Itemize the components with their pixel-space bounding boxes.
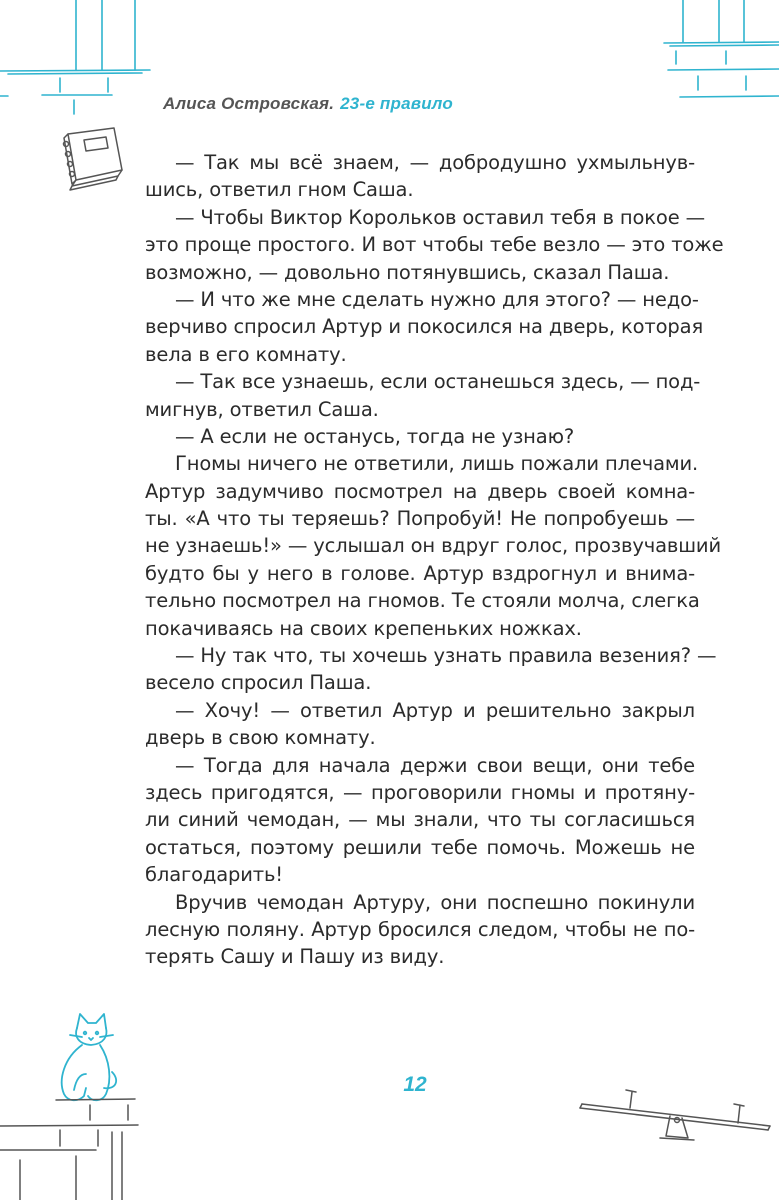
text-line: ты. «А что ты теряешь? Попробуй! Не попробуешь —: [145, 507, 695, 531]
text-line: — А если не останусь, тогда не узнаю?: [175, 424, 575, 448]
text-line: мигнув, ответил Саша.: [145, 397, 379, 421]
brick-frame-right: [640, 0, 779, 120]
text-line: терять Сашу и Пашу из виду.: [145, 945, 445, 969]
text-line: — Тогда для начала держи свои вещи, они тебе: [175, 753, 695, 777]
header-book-title: 23-е правило: [340, 94, 453, 113]
text-line: здесь пригодятся, — проговорили гномы и протяну-: [145, 780, 695, 804]
text-line: Вручив чемодан Артуру, они поспешно покинули: [175, 890, 695, 914]
text-line: весело спросил Паша.: [145, 671, 372, 695]
text-line: Артур задумчиво посмотрел на дверь своей комна-: [145, 479, 695, 503]
text-line: благодарить!: [145, 863, 283, 887]
text-line: возможно, — довольно потянувшись, сказал Паша.: [145, 260, 670, 284]
text-line: будто бы у него в голове. Артур вздрогнул и внима-: [145, 561, 695, 585]
text-line: вела в его комнату.: [145, 342, 347, 366]
text-line: — Чтобы Виктор Корольков оставил тебя в покое —: [175, 205, 705, 229]
cat-icon: [0, 1010, 175, 1200]
text-line: остаться, поэтому решили тебе помочь. Можешь не: [145, 835, 695, 859]
seesaw-icon: [570, 1070, 779, 1160]
text-line: это проще простого. И вот чтобы тебе везло — это тоже: [145, 233, 724, 257]
header-author: Алиса Островская.: [163, 94, 335, 113]
text-line: тельно посмотрел на гномов. Те стояли молча, слегка: [145, 589, 700, 613]
text-line: — Хочу! — ответил Артур и решительно закрыл: [175, 698, 695, 722]
body-text: [145, 149, 724, 971]
page-number: 12: [403, 1073, 427, 1096]
text-line: ли синий чемодан, — мы знали, что ты согласишься: [145, 808, 695, 832]
text-line: шись, ответил гном Саша.: [145, 178, 414, 202]
text-line: дверь в свою комнату.: [145, 726, 376, 750]
notebook-icon: [48, 124, 128, 196]
text-line: верчиво спросил Артур и покосился на дверь, которая: [145, 315, 704, 339]
text-line: — Так мы всё знаем, — добродушно ухмыльнув-: [175, 151, 695, 174]
running-header: [163, 94, 453, 114]
text-line: Гномы ничего не ответили, лишь пожали плечами.: [175, 452, 699, 476]
text-line: — И что же мне сделать нужно для этого? — недо-: [175, 287, 699, 311]
text-line: — Ну так что, ты хочешь узнать правила везения? —: [175, 644, 717, 668]
text-line: лесную поляну. Артур бросился следом, чтобы не по-: [145, 917, 695, 941]
text-line: не узнаешь!» — услышал он вдруг голос, прозвучавший: [145, 534, 721, 558]
text-line: — Так все узнаешь, если останешься здесь, — под-: [175, 370, 701, 394]
text-line: покачиваясь на своих крепеньких ножках.: [145, 616, 582, 640]
